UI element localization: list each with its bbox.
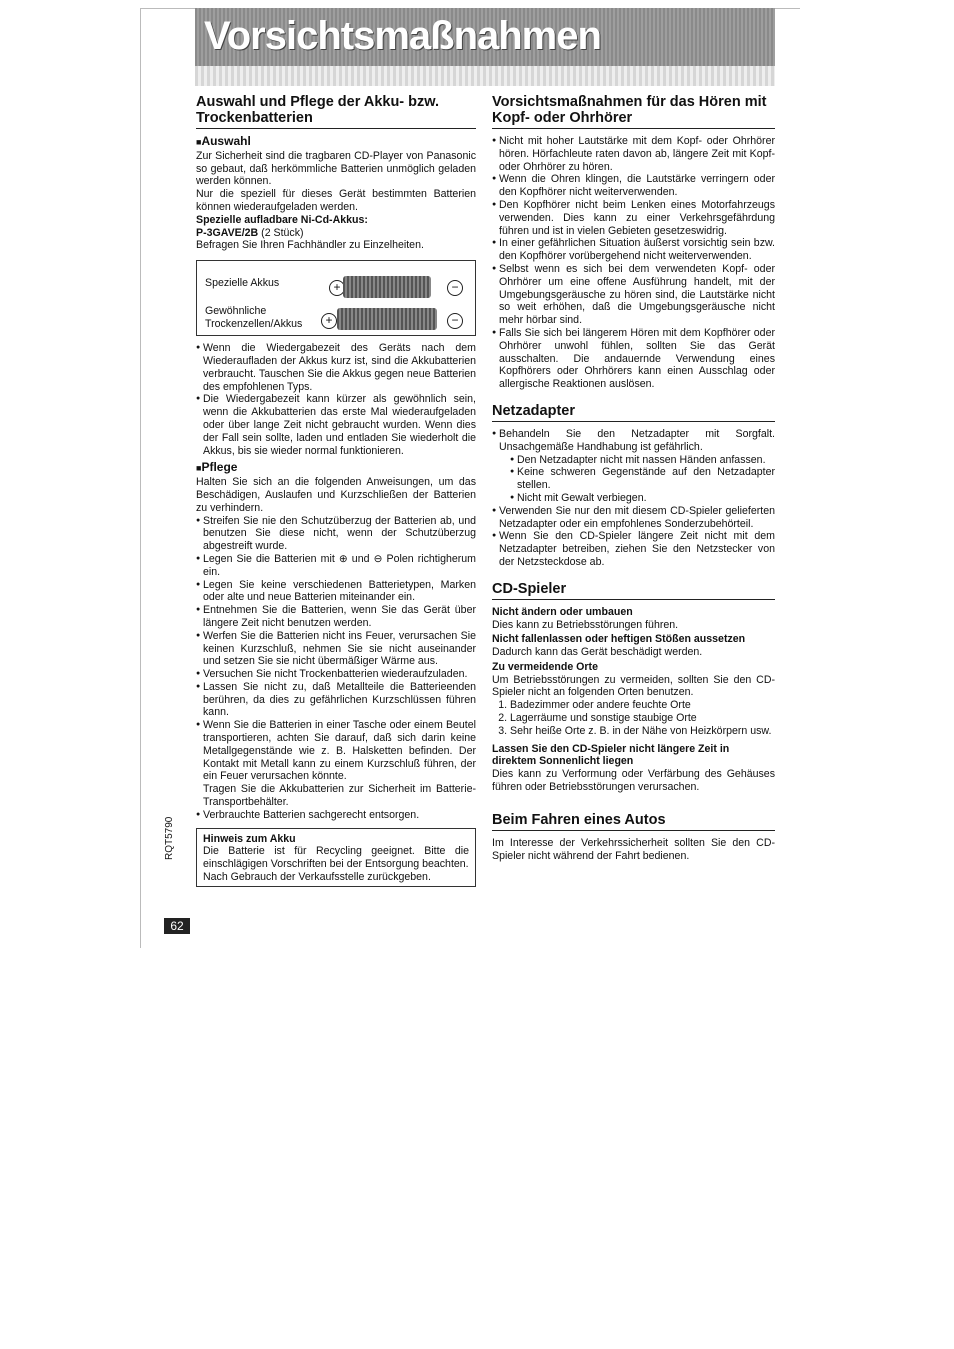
list-item: ● Entnehmen Sie die Batterien, wenn Sie das Gerät über längere Zeit nicht benutzen werden. [196, 604, 476, 630]
special-battery-label [196, 214, 476, 227]
list-item: ● Wenn die Ohren klingen, die Lautstärke verringern oder den Kopfhörer nicht weiterverwenden. [492, 173, 775, 199]
list-item: ● Wenn die Wiedergabezeit des Geräts nach dem Wiederaufladen der Akkus kurz ist, sind die Akkubatterien verbraucht. Tauschen Sie die Akkus gegen neue Batterien des empfohlenen Typs. [196, 342, 476, 393]
auswahl-paragraph-2: Nur die speziell für dieses Gerät bestimmten Batterien können wiederaufgeladen werden. [196, 188, 476, 213]
list-item: ● Den Netzadapter nicht mit nassen Händen anfassen. [510, 454, 775, 467]
subheading-auswahl-text: Auswahl [201, 134, 251, 148]
list-item: ● Legen Sie keine verschiedenen Batterietypen, Marken oder alte und neue Batterien miteinander ein. [196, 579, 476, 605]
battery-tips-list [196, 342, 476, 457]
list-item: ● Wenn Sie die Batterien in einer Tasche oder einem Beutel transportieren, achten Sie darauf, daß sich darin keine Metallgegenstände wie z. B. Halsketten befinden. Der Kontakt mit Metall kann zu einem Kurzschluß führen, der ein Feuer verursachen könnte. [196, 719, 476, 783]
list-item: 3. Sehr heiße Orte z. B. in der Nähe von Heizkörpern usw. [510, 725, 775, 738]
list-item: ● Versuchen Sie nicht Trockenbatterien wiederaufzuladen. [196, 668, 476, 681]
list-item: 2. Lagerräume und sonstige staubige Orte [510, 712, 775, 725]
cd-paragraph-1: Dies kann zu Betriebsstörungen führen. [492, 618, 679, 631]
battery-note-box [196, 828, 476, 887]
list-item: ● Die Wiedergabezeit kann kürzer als gewöhnlich sein, wenn die Akkubatterien das erste Mal wiederaufgeladen oder über lange Zeit nicht gebraucht wurden. Wenn dies der Fall sein sollte, laden und entladen Sie wiederholt die Akkus, bis sie wieder normal funktionieren. [196, 393, 476, 457]
auswahl-paragraph-1: Zur Sicherheit sind die tragbaren CD-Player von Panasonic so gebaut, daß herkömmliche Batterien unmöglich geladen werden können. [196, 149, 476, 188]
headphone-list [492, 135, 775, 391]
driving-paragraph: Im Interesse der Verkehrssicherheit sollten Sie den CD-Spieler nicht während der Fahrt bedienen. [492, 836, 775, 862]
cd-subheading-1: Nicht ändern oder umbauen [492, 605, 633, 618]
page-title: Vorsichtsmaßnahmen [204, 14, 601, 58]
minus-terminal-icon: − [447, 280, 463, 296]
list-item: ● Verwenden Sie nur den mit diesem CD-Spieler gelieferten Netzadapter oder ein empfohlenes Sonderzubehörteil. [492, 505, 775, 531]
cd-paragraph-3: Um Betriebsstörungen zu vermeiden, sollten Sie den CD-Spieler nicht an folgenden Orten benutzen. [492, 673, 775, 699]
disposal-list [196, 809, 476, 822]
title-banner-band [195, 66, 775, 86]
subheading-pflege [196, 461, 476, 475]
subheading-auswahl [196, 135, 476, 149]
section-heading-headphones: Vorsichtsmaßnahmen für das Hören mit Kopf- oder Ohrhörer [492, 94, 775, 129]
cd-subheading-4: Lassen Sie den CD-Spieler nicht längere Zeit in direktem Sonnenlicht liegen [492, 742, 730, 768]
adapter-sublist [492, 454, 775, 505]
list-item: ● Nicht mit hoher Lautstärke mit dem Kopf- oder Ohrhörer hören. Hörfachleute raten davon ab, längere Zeit mit Kopf- oder Ohrhörer zu hören. [492, 135, 775, 173]
list-item: ● Werfen Sie die Batterien nicht ins Feuer, verursachen Sie keinen Kurzschluß, nehmen Sie sie nicht auseinander und setzen Sie sie nicht übermäßiger Wärme aus. [196, 630, 476, 668]
plus-terminal-icon: + [329, 280, 345, 296]
normal-battery-image [337, 308, 437, 330]
ask-dealer-text: Befragen Sie Ihren Fachhändler zu Einzelheiten. [196, 239, 424, 252]
adapter-list [492, 428, 775, 454]
cd-paragraph-2: Dadurch kann das Gerät beschädigt werden. [492, 646, 703, 659]
right-column [492, 94, 775, 862]
cd-paragraph-4: Dies kann zu Verformung oder Verfärbung des Gehäuses führen oder Betriebsstörungen verursachen. [492, 768, 775, 794]
special-battery-label-text: Spezielle aufladbare Ni-Cd-Akkus: [196, 213, 368, 226]
special-battery-count: (2 Stück) [258, 226, 304, 239]
battery-comparison-box [196, 260, 476, 336]
doc-code: RQT5790 [164, 816, 175, 860]
adapter-list-2 [492, 505, 775, 569]
cd-subheading-3: Zu vermeidende Orte [492, 660, 598, 673]
pflege-list [196, 515, 476, 784]
battery-special-label: Spezielle Akkus [205, 277, 280, 290]
list-item: ● In einer gefährlichen Situation äußerst vorsichtig sein bzw. den Kopfhörer vorübergehend nicht weiterverwenden. [492, 237, 775, 263]
note-paragraph-2: Nach Gebrauch der Verkaufsstelle zurückgeben. [203, 871, 431, 884]
special-battery-image [343, 276, 431, 298]
section-heading-batteries: Auswahl und Pflege der Akku- bzw. Trockenbatterien [196, 94, 476, 129]
list-item: ● Streifen Sie nie den Schutzüberzug der Batterien ab, und benutzen Sie diese nicht, wenn der Schutzüberzug abgestreift wurde. [196, 515, 476, 553]
list-item: ● Lassen Sie nicht zu, daß Metallteile die Batterieenden berühren, da dies zu gefährlichen Kurzschlüssen führen kann. [196, 681, 476, 719]
list-item: ● Falls Sie sich bei längerem Hören mit dem Kopfhörer oder Ohrhörer unwohl fühlen, sollten Sie das Gerät ausschalten. Die andauernde Verwendung eines Kopfhörers oder Ohrhörers kann einen Ausschlag oder allergische Reaktionen auslösen. [492, 327, 775, 391]
section-heading-cd-player: CD-Spieler [492, 581, 775, 600]
list-item: ● Nicht mit Gewalt verbiegen. [510, 492, 775, 505]
battery-normal-label-1: Gewöhnliche [205, 305, 267, 318]
avoid-locations-list [492, 699, 775, 737]
special-battery-model [196, 227, 476, 240]
list-item: ● Den Kopfhörer nicht beim Lenken eines Motorfahrzeugs verwenden. Dies kann zu einer Verkehrsgefährdung führen und ist in vielen Gebieten gesetzeswidrig. [492, 199, 775, 237]
list-item: ● Wenn Sie den CD-Spieler längere Zeit nicht mit dem Netzadapter betreiben, ziehen Sie den Netzstecker von der Netzsteckdose ab. [492, 530, 775, 568]
note-title: Hinweis zum Akku [203, 832, 296, 845]
section-heading-driving: Beim Fahren eines Autos [492, 812, 775, 831]
subheading-pflege-text: Pflege [201, 460, 238, 475]
section-heading-adapter: Netzadapter [492, 403, 775, 422]
page-number: 62 [164, 918, 190, 934]
cd-subheading-2: Nicht fallenlassen oder heftigen Stößen aussetzen [492, 633, 746, 646]
list-item: 1. Badezimmer oder andere feuchte Orte [510, 699, 775, 712]
minus-terminal-icon: − [447, 313, 463, 329]
list-item: ● Behandeln Sie den Netzadapter mit Sorgfalt. Unsachgemäße Handhabung ist gefährlich. [492, 428, 775, 454]
transport-note: Tragen Sie die Akkubatterien zur Sicherheit im Batterie-Transportbehälter. [203, 783, 476, 809]
list-item: ● Selbst wenn es sich bei dem verwendeten Kopf- oder Ohrhörer um eine offene Ausführung handelt, mit der Umgebungsgeräusche zu hören sind, die Lautstärke nicht so weit erhöhen, daß die Umgebungsgeräusche nicht mehr hörbar sind. [492, 263, 775, 327]
list-item: ● Verbrauchte Batterien sachgerecht entsorgen. [196, 809, 476, 822]
pflege-intro: Halten Sie sich an die folgenden Anweisungen, um das Beschädigen, Auslaufen und Kurzschließen der Batterien zu verhindern. [196, 476, 476, 514]
page-frame-left [140, 8, 141, 948]
special-battery-model-text: P-3GAVE/2B [196, 226, 259, 239]
list-item: ● Legen Sie die Batterien mit ⊕ und ⊖ Polen richtigherum ein. [196, 553, 476, 579]
plus-terminal-icon: + [321, 313, 337, 329]
list-item: ● Keine schweren Gegenstände auf den Netzadapter stellen. [510, 466, 775, 492]
left-column [196, 94, 476, 887]
battery-normal-label-2: Trockenzellen/Akkus [205, 318, 303, 331]
note-paragraph-1: Die Batterie ist für Recycling geeignet. Bitte die einschlägigen Vorschriften bei der Entsorgung beachten. [203, 845, 469, 871]
